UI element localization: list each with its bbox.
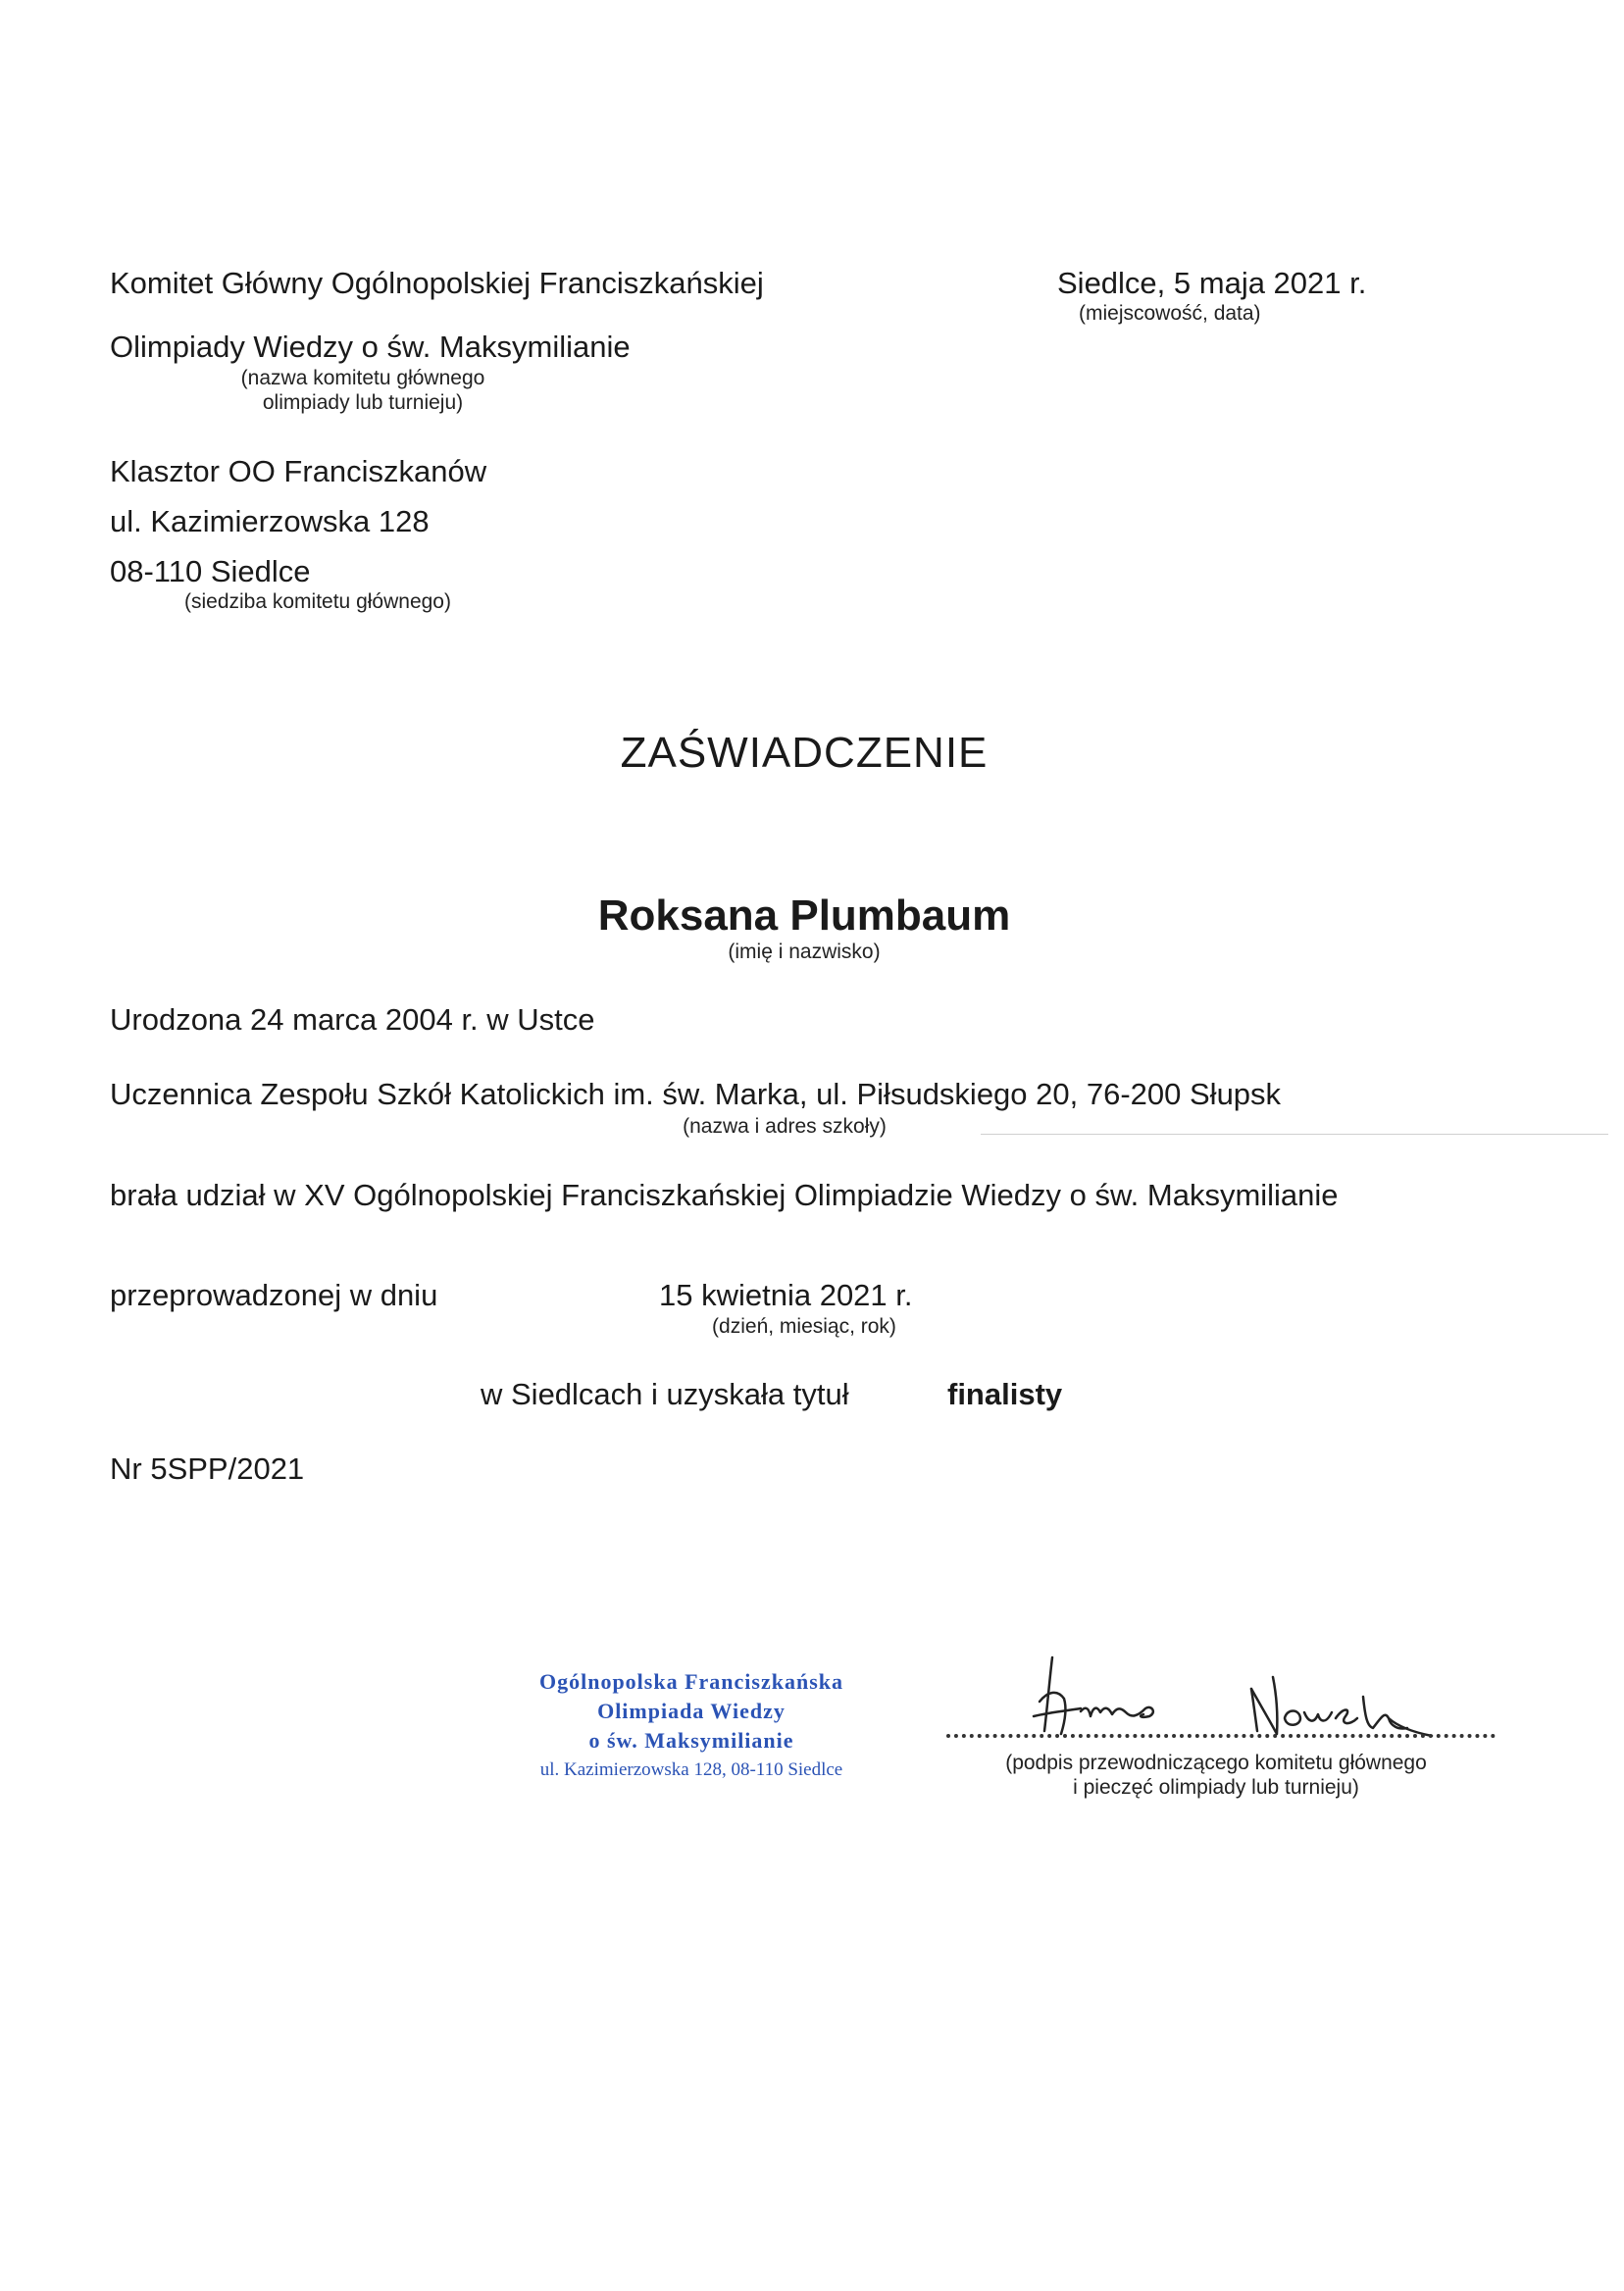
birth-info: Urodzona 24 marca 2004 r. w Ustce [110, 1002, 595, 1037]
conducted-date: 15 kwietnia 2021 r. [659, 1278, 913, 1312]
address-line-3: 08-110 Siedlce [110, 554, 311, 588]
signature-caption-2: i pieczęć olimpiady lub turnieju) [1073, 1776, 1359, 1799]
faint-line [981, 1134, 1608, 1135]
conducted-caption: (dzień, miesiąc, rok) [712, 1315, 896, 1338]
recipient-name: Roksana Plumbaum [597, 891, 1011, 940]
address-line-2: ul. Kazimierzowska 128 [110, 504, 430, 538]
result-title: finalisty [947, 1377, 1063, 1411]
place-date-caption: (miejscowość, data) [1079, 302, 1261, 325]
issuer-line-1: Komitet Główny Ogólnopolskiej Franciszkańskiej [110, 266, 764, 300]
signature-caption-1: (podpis przewodniczącego komitetu głównego [1005, 1752, 1427, 1774]
handwritten-signature [1020, 1648, 1451, 1746]
stamp-line-4: ul. Kazimierzowska 128, 08-110 Siedlce [539, 1759, 843, 1780]
school-caption: (nazwa i adres szkoły) [683, 1115, 887, 1138]
result-text: w Siedlcach i uzyskała tytuł [481, 1377, 849, 1411]
stamp-line-3: o św. Maksymilianie [588, 1728, 794, 1753]
stamp-line-2: Olimpiada Wiedzy [597, 1699, 786, 1723]
conducted-label: przeprowadzonej w dniu [110, 1278, 438, 1312]
issuer-line-2: Olimpiady Wiedzy o św. Maksymilianie [110, 330, 631, 364]
signature-dotted-line [946, 1734, 1496, 1738]
participation-info: brała udział w XV Ogólnopolskiej Franciszkańskiej Olimpiadzie Wiedzy o św. Maksymilianie [110, 1178, 1339, 1212]
issuer-caption-2: olimpiady lub turnieju) [262, 391, 464, 414]
document-title: ZAŚWIADCZENIE [620, 729, 989, 777]
recipient-caption: (imię i nazwisko) [728, 941, 881, 963]
stamp-line-1: Ogólnopolska Franciszkańska [538, 1669, 843, 1694]
place-date: Siedlce, 5 maja 2021 r. [1057, 266, 1367, 300]
address-caption: (siedziba komitetu głównego) [184, 590, 451, 613]
olympiad-stamp [495, 1667, 888, 1785]
school-info: Uczennica Zespołu Szkół Katolickich im. św. Marka, ul. Piłsudskiego 20, 76-200 Słupsk [110, 1077, 1282, 1111]
certificate-number: Nr 5SPP/2021 [110, 1451, 305, 1486]
issuer-caption-1: (nazwa komitetu głównego [240, 367, 485, 389]
address-line-1: Klasztor OO Franciszkanów [110, 454, 487, 488]
